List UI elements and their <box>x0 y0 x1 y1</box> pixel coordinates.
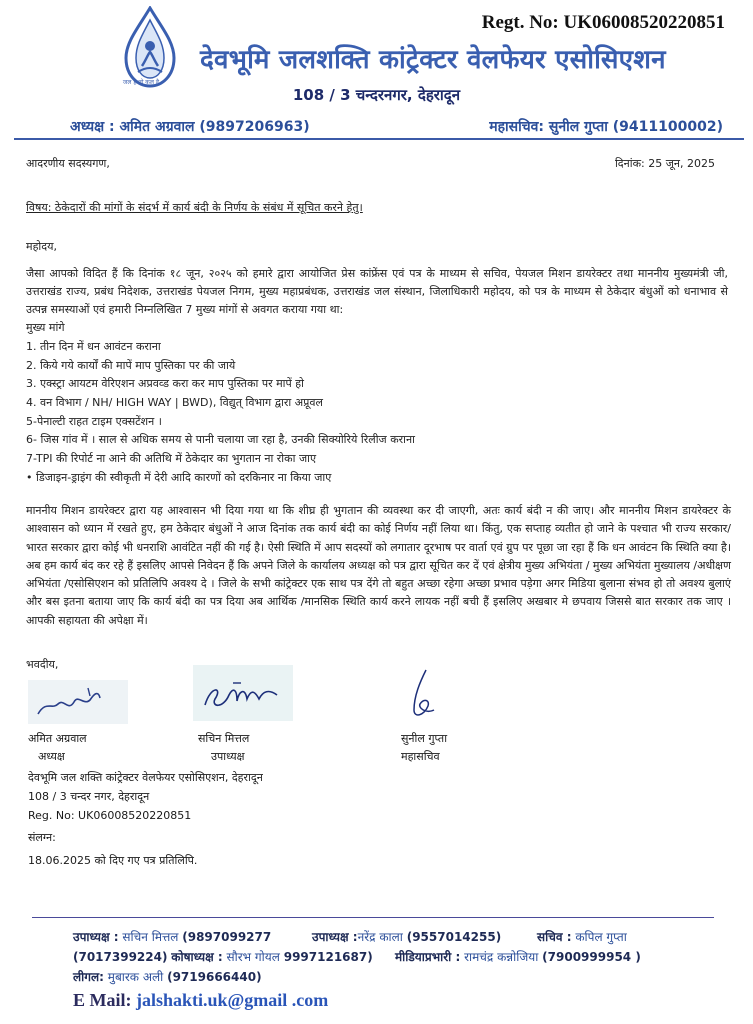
footer-vp2 <box>312 928 501 945</box>
signatory-role: महासचिव <box>401 750 440 763</box>
organization-name: देवभूमि जलशक्ति कांट्रेक्टर वेलफेयर एसोसिएशन <box>200 45 666 75</box>
footer-vp1 <box>73 928 271 945</box>
demand-item: 6- जिस गांव में । साल से अधिक समय से पानी चलाया जा रहा है, उनकी सिक्योरिये रिलीज कराना <box>26 433 415 447</box>
signatory-name: अमित अग्रवाल <box>28 732 87 745</box>
intro-paragraph: जैसा आपको विदित हैं कि दिनांक १८ जून, २०२५ को हमारे द्वारा आयोजित प्रेस कांफ्रेंस एवं पत्र के माध्यम से सचिव, पेयजल मिशन डायरेक्टर तथा माननीय मुख्यमंत्री जी, उत्तराखंड राज्य, प्रबंध निदेशक, उत्तराखंड पेयजल निगम, मुख्य महाप्रबंधक, उत्तराखंड जल संस्थान, जिलाधिकारी महोदय, को पत्र के माध्यम से ठेकेदार बंधुओं को धनाभाव से उत्पन्न समस्याओं एवं हमारी निम्नलिखित 7 मुख्य मांगों से अवगत कराया गया था: <box>26 267 728 316</box>
demand-item: 2. किये गये कार्यों की मापें माप पुस्तिका पर की जाये <box>26 358 236 372</box>
footer-vp1-label: उपाध्यक्ष : <box>73 930 119 944</box>
greeting: महोदय, <box>26 240 57 253</box>
footer-sec-phone: (7017399224) <box>73 950 168 964</box>
email-address[interactable]: jalshakti.uk@gmail .com <box>136 990 329 1010</box>
footer-treasurer-phone: 9997121687) <box>283 950 373 964</box>
footer-treasurer-name: सौरभ गोयल <box>226 950 280 964</box>
footer-vp1-name: सचिन मित्तल <box>122 930 179 944</box>
footer-vp2-phone: (9557014255) <box>406 930 502 944</box>
footer-row-2 <box>73 948 373 965</box>
organization-signature-block <box>28 768 263 825</box>
closing: भवदीय, <box>26 658 59 671</box>
org-footer-name: देवभूमि जल शक्ति कांट्रेक्टर वेलफेयर एसोसिएशन, देहरादून <box>28 771 263 784</box>
letter-date: दिनांक: 25 जून, 2025 <box>614 157 715 170</box>
demand-item: 4. वन विभाग / NH/ HIGH WAY | BWD), विद्युत् विभाग द्वारा अप्रूवल <box>26 396 323 410</box>
footer-media-phone: (7900999954 ) <box>542 950 641 964</box>
footer-sec-label: सचिव : <box>537 930 572 944</box>
main-paragraph: माननीय मिशन डायरेक्टर द्वारा यह आश्वासन भी दिया गया था कि शीघ्र ही भुगतान की व्यवस्था कर दी जाएगी, अतः कार्य बंदी न की जाए। और माननीय मिशन डायरेक्टर के आश्वासन को ध्यान में रखते हुए, हम ठेकेदार बंधुओं ने आज दिनांक तक कार्य बंदी का कोई निर्णय नहीं लिया था। किंतु, एक सप्ताह व्यतीत हो जाने के पश्चात भी राज्य सरकार/भारत सरकार द्वारा कोई भी धनराशि आवंटित नहीं की गई है। ऐसी स्थिति में आप सदस्यों को लगातार दूरभाष पर वार्ता एवं ग्रुप पर पूछा जा रहा हैं कि धन आवंटन कि स्थिति क्या है। अब हम कार्य बंद कर रहे हैं इसलिए आपसे निवेदन हैं कि अपने जिले के कार्यालय अध्यक्ष को पत्र द्वारा सूचित कर दें एवं क्षेत्रीय मुख्य अभियंता / मुख्य अभियंता मुख्यालय /अधीक्षण अभियंता /एसोसिएशन को प्रतिलिपि अवश्य दे । जिले के सभी कांट्रेक्टर एक साथ पत्र देंगे तो बहुत अच्छा रहेगा अच्छा प्रभाव पड़ेगा अगर मिडिया बुलाना संभव हो तो अवश्य बुलाएं और बस इतना बताया जाए कि कार्य बंदी का पत्र दिया अब आर्थिक /मानसिक स्थिति कार्य करने लायक नहीं बची हैं इसलिए अखबार मे छपवाय जिससे बात सरकार तक जाए । आपकी सहायता की अपेक्षा में। <box>26 504 731 627</box>
registration-number: Regt. No: UK06008520220851 <box>481 12 725 33</box>
demand-item: 3. एक्स्ट्रा आयटम वेरिएशन अप्रवव्ड करा कर माप पुस्तिका पर मापें हो <box>26 377 304 391</box>
footer-legal <box>73 968 262 985</box>
org-footer-reg: Reg. No: UK06008520220851 <box>28 809 192 822</box>
footer-sec-name: कपिल गुप्ता <box>575 930 627 944</box>
footer-vp1-phone: (9897099277 <box>182 930 272 944</box>
demand-item: 5-पेनाल्टी राहत टाइम एक्सटेंशन । <box>26 414 162 428</box>
demand-item: 7-TPI की रिपोर्ट ना आने की अतिथि में ठेकेदार का भुगतान ना रोका जाए <box>26 452 317 466</box>
salutation: आदरणीय सदस्यगण, <box>26 157 110 170</box>
footer-vp2-label: उपाध्यक्ष : <box>312 930 358 944</box>
demands-heading: मुख्य मांगे <box>26 321 65 334</box>
demands-list <box>26 338 415 488</box>
signature-general-secretary <box>404 666 444 722</box>
header-divider <box>14 138 744 140</box>
footer-media-name: रामचंद्र कन्नोजिया <box>464 950 539 964</box>
logo-tagline: जल है तो कल है <box>122 79 160 86</box>
footer-treasurer-label: कोषाध्यक्ष : <box>171 950 223 964</box>
signatory-role: अध्यक्ष <box>38 750 65 763</box>
footer-legal-label: लीगल: <box>73 970 104 984</box>
signature-president <box>28 680 128 724</box>
president-info: अध्यक्ष : अमित अग्रवाल (9897206963) <box>70 119 310 135</box>
signature-vice-president <box>193 665 293 721</box>
footer-legal-phone: (9719666440) <box>167 970 262 984</box>
footer-email <box>73 990 328 1011</box>
letter-subject: विषय: ठेकेदारों की मांगों के संदर्भ में कार्य बंदी के निर्णय के संबंध में सूचित करने हेतु। <box>26 201 363 214</box>
footer-media-label: मीडियाप्रभारी : <box>395 950 461 964</box>
footer-media <box>395 948 641 965</box>
signatory-name: सचिन मित्तल <box>198 732 250 745</box>
demand-item: • डिजाइन-ड्राइंग की स्वीकृती में देरी आदि कारणों को दरकिनार ना किया जाए <box>26 470 332 484</box>
organization-address: 108 / 3 चन्दरनगर, देहरादून <box>292 86 461 104</box>
enclosure-text: 18.06.2025 को दिए गए पत्र प्रतिलिपि. <box>28 854 198 867</box>
footer-secretary <box>537 928 627 945</box>
demand-item: 1. तीन दिन में धन आवंटन कराना <box>26 340 161 353</box>
general-secretary-info: महासचिव: सुनील गुप्ता (9411100002) <box>489 119 723 135</box>
signatory-role: उपाध्यक्ष <box>211 750 245 763</box>
footer-divider <box>32 917 714 918</box>
footer-vp2-name: नरेंद्र काला <box>357 930 403 944</box>
enclosure-label: संलग्न: <box>28 831 56 844</box>
signatory-name: सुनील गुप्ता <box>401 732 448 745</box>
org-footer-address: 108 / 3 चन्दर नगर, देहरादून <box>28 790 150 803</box>
email-label: E Mail: <box>73 990 132 1010</box>
footer-legal-name: मुबारक अली <box>107 970 164 984</box>
